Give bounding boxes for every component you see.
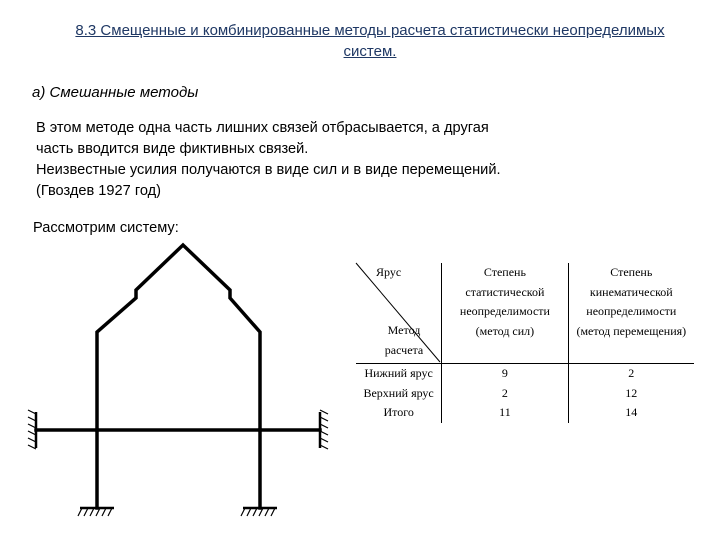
table-row [356, 364, 694, 384]
table-row [356, 384, 694, 404]
static-indeterminacy-header: Степень статистической неопределимости (метод сил) [442, 263, 568, 364]
static-value: 9 [442, 364, 568, 384]
row-label: Верхний ярус [356, 384, 442, 404]
consider-system-label: Рассмотрим систему: [33, 220, 179, 236]
kinematic-indeterminacy-header: Степень кинематической неопределимости (метод перемещения) [568, 263, 694, 364]
support-hatching [28, 410, 328, 516]
paragraph-line: Неизвестные усилия получаются в виде сил и в виде перемещений. [36, 162, 501, 178]
upper-frame-outline [97, 245, 260, 430]
tier-header: Ярус [376, 265, 402, 279]
page-title: 8.3 Смещенные и комбинированные методы расчета статистически неопределимых систем. [75, 22, 665, 60]
section-subtitle: а) Смешанные методы [32, 84, 199, 101]
kinematic-value: 12 [625, 385, 638, 400]
paragraph-line: часть вводится виде фиктивных связей. [36, 141, 309, 157]
table-row [356, 403, 694, 423]
tier-table [356, 263, 694, 423]
static-value: 2 [442, 384, 568, 404]
table-header-row [356, 263, 694, 364]
paragraph-line: (Гвоздев 1927 год) [36, 183, 161, 199]
static-value: 11 [442, 403, 568, 423]
row-label: Итого [356, 403, 442, 423]
kinematic-value: 14 [625, 405, 638, 419]
kinematic-value: 2 [628, 366, 635, 380]
paragraph-line: В этом методе одна часть лишних связей отбрасывается, а другая [36, 120, 489, 136]
method-header: Метод расчета [384, 323, 424, 357]
row-label: Нижний ярус [356, 364, 442, 384]
